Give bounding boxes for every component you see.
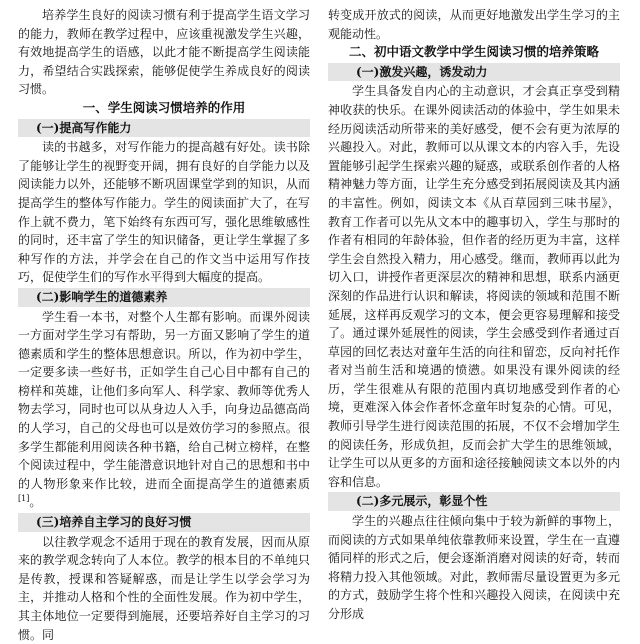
subsection-heading-autonomy: (三)培养自主学习的良好习惯 bbox=[18, 513, 310, 532]
left-column bbox=[18, 6, 310, 644]
intro-paragraph: 培养学生良好的阅读习惯有利于提高学生语文学习的能力，教师在教学过程中，应该重视激发学生兴趣，有效地提高学生的语感，以此才能不断提高学生阅读能力，希望结合实践探索，能够促使学生养成良好的阅读习惯。 bbox=[18, 8, 310, 97]
section-heading-2: 二、初中语文教学中学生阅读习惯的培养策略 bbox=[348, 44, 599, 60]
paragraph-interest: 学生具备发自内心的主动意识，才会真正享受到精神收获的快乐。在课外阅读活动的体验中，学生如果未经历阅读活动所带来的美好感受，便不会有更为浓厚的兴趣投入。对此，教师可以从课文本的内容入手，先设置能够引起学生探索兴趣的疑惑，或联系创作者的人格精神魅力等方面，让学生充分感受到拓展阅读及其内涵的丰富性。例如，阅读文本《从百草园到三味书屋》，教育工作者可以先从文本中的趣事切入，学生与那时的作者有相同的年龄体验，但作者的经历更为丰富，这样学生会自然投入精力，用心感受。继而，教师再以此为切入口，讲授作者更深层次的精神和思想，联系内涵更深刻的作品进行认识和解读，将阅读的领域和范围不断延展，这样再反观学习的文本，便会更容易理解和接受了。通过课外延展性的阅读，学生会感受到作者通过百草园的回忆表达对童年生活的向往和留恋，反向衬托作者对当前生活和境遇的愤懑。如果没有课外阅读的经历，学生很难从有限的范围内真切地感受到作者的心境，更难深入体会作者怀念童年时复杂的心情。可见，教师引导学生进行阅读范围的拓展，不仅不会增加学生的阅读任务，形成负担，反而会扩大学生的思维领域，让学生可以从更多的方面和途径接触阅读文本以外的内容和信息。 bbox=[328, 84, 620, 489]
citation-ref: [1] bbox=[18, 494, 30, 504]
subsection-heading-diversity: (二)多元展示，彰显个性 bbox=[328, 492, 620, 511]
paragraph-morality-end: 。 bbox=[29, 495, 42, 510]
paragraph-diversity: 学生的兴趣点往往倾向集中于较为新鲜的事物上，而阅读的方式如果单纯依靠教师来设置，学生在一直遵循同样的形式之后，便会逐渐消磨对阅读的好奇，转而将精力投入其他领域。对此，教师需尽量设置更为多元的方式，鼓励学生将个性和兴趣投入阅读，在阅读中充分形成 bbox=[328, 514, 620, 621]
right-column bbox=[328, 6, 620, 624]
paragraph-morality-text: 学生看一本书，对整个人生都有影响。而课外阅读一方面对学生学习有帮助，另一方面又影响了学生的道德素质和学生的整体思想意识。所以，作为初中学生，一定要多读一些好书，正如学生自己心目中都有自己的榜样和英雄，让他们多向军人、科学家、教师等优秀人物去学习，同时也可以从身边人入手，向身边品德高尚的人学习，自己的父母也可以是效仿学习的参照点。很多学生都能利用阅读各种书籍，给自己树立榜样，在整个阅读过程中，学生能潜意识地针对自己的思想和书中的人物形象来作比较，进而全面提高学生的道德素质 bbox=[18, 309, 310, 491]
paragraph-autonomy: 以往教学观念不适用于现在的教育发展，因而从原来的教学观念转向了人本位。教学的根本目的不单纯只是传教，授课和答疑解惑，而是让学生以学会学习为主，并推动人格和个性的全面性发展。作为初中学生，其主体地位一定要得到施展，还要培养好自主学习的习惯。同 bbox=[18, 534, 310, 642]
section-heading-1: 一、学生阅读习惯培养的作用 bbox=[82, 99, 246, 115]
paragraph-morality bbox=[18, 308, 310, 513]
subsection-heading-writing: (一)提高写作能力 bbox=[18, 119, 310, 138]
continued-paragraph: 转变成开放式的阅读，从而更好地激发出学生学习的主观能动性。 bbox=[328, 8, 620, 41]
subsection-heading-morality: (二)影响学生的道德素养 bbox=[18, 288, 310, 307]
subsection-heading-interest: (一)激发兴趣，诱发动力 bbox=[328, 63, 620, 82]
paragraph-writing: 读的书越多，对写作能力的提高越有好处。读书除了能够让学生的视野变开阔，拥有良好的自学能力以及阅读能力以外，还能够不断巩固课堂学到的知识，从而提高学生的整体写作能力。学生的阅读面扩大了，在写作上就不费力，笔下始终有东西可写，强化思维敏感性的同时，还丰富了学生的知识储备，更让学生掌握了多种写作的方法，并学会在自己的作文当中运用写作技巧，促使学生们的写作水平得到大幅度的提高。 bbox=[18, 140, 310, 285]
